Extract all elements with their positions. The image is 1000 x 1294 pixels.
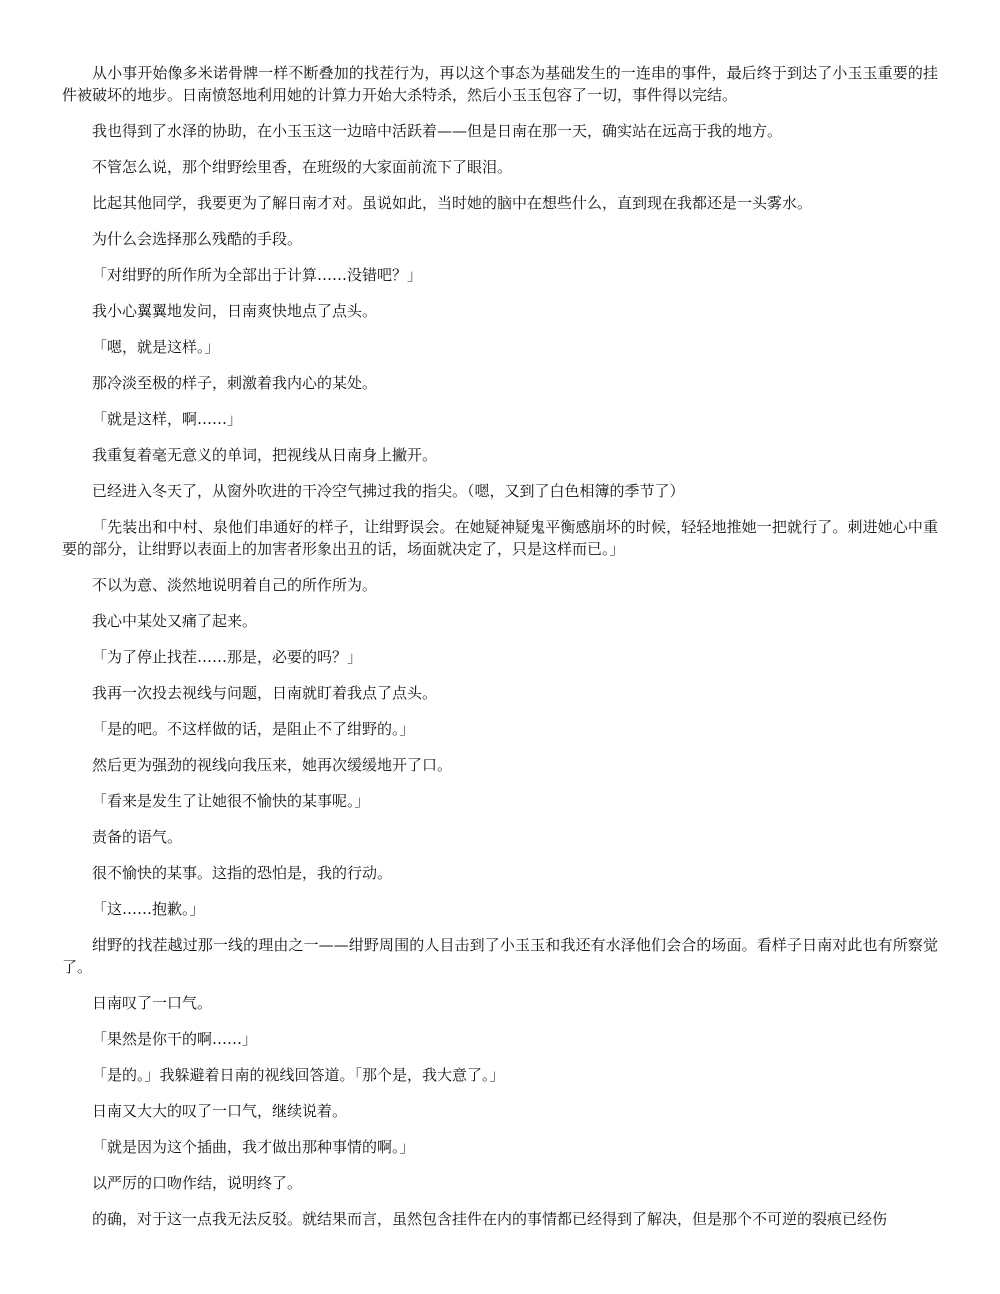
paragraph: 我重复着毫无意义的单词，把视线从日南身上撇开。 bbox=[92, 446, 438, 464]
paragraph: 「果然是你干的啊……」 bbox=[92, 1030, 258, 1048]
paragraph: 很不愉快的某事。这指的恐怕是，我的行动。 bbox=[92, 864, 393, 882]
paragraph: 日南叹了一口气。 bbox=[92, 994, 213, 1012]
paragraph: 我也得到了水泽的协助，在小玉玉这一边暗中活跃着——但是日南在那一天，确实站在远高于我的地方。 bbox=[92, 122, 783, 140]
paragraph: 「是的。」我躲避着日南的视线回答道。「那个是，我大意了。」 bbox=[92, 1066, 505, 1084]
paragraph: 「就是这样，啊……」 bbox=[92, 410, 243, 428]
paragraph: 「看来是发生了让她很不愉快的某事呢。」 bbox=[92, 792, 370, 810]
paragraph: 「这……抱歉。」 bbox=[92, 900, 205, 918]
paragraph: 责备的语气。 bbox=[92, 828, 183, 846]
paragraph: 的确，对于这一点我无法反驳。就结果而言，虽然包含挂件在内的事情都已经得到了解决，但是那个不可逆的裂痕已经伤 bbox=[92, 1210, 888, 1228]
paragraph: 「先装出和中村、泉他们串通好的样子，让绀野误会。在她疑神疑鬼平衡感崩坏的时候，轻轻地推她一把就行了。刺进她心中重要的部分，让绀野以表面上的加害者形象出丑的话，场面就决定了，只是这样而已。」 bbox=[62, 518, 938, 558]
paragraph: 「是的吧。不这样做的话，是阻止不了绀野的。」 bbox=[92, 720, 415, 738]
paragraph: 我心中某处又痛了起来。 bbox=[92, 612, 258, 630]
paragraph: 「嗯，就是这样。」 bbox=[92, 338, 220, 356]
paragraph: 为什么会选择那么残酷的手段。 bbox=[92, 230, 303, 248]
paragraph: 我再一次投去视线与问题，日南就盯着我点了点头。 bbox=[92, 684, 438, 702]
paragraph: 不以为意、淡然地说明着自己的所作所为。 bbox=[92, 576, 378, 594]
paragraph: 从小事开始像多米诺骨牌一样不断叠加的找茬行为，再以这个事态为基础发生的一连串的事件，最后终于到达了小玉玉重要的挂件被破坏的地步。日南愤怒地利用她的计算力开始大杀特杀，然后小玉玉包容了一切，事件得以完结。 bbox=[62, 64, 938, 104]
paragraph: 「为了停止找茬……那是，必要的吗？」 bbox=[92, 648, 363, 666]
paragraph: 绀野的找茬越过那一线的理由之一——绀野周围的人目击到了小玉玉和我还有水泽他们会合的场面。看样子日南对此也有所察觉了。 bbox=[62, 936, 938, 976]
paragraph: 不管怎么说，那个绀野绘里香，在班级的大家面前流下了眼泪。 bbox=[92, 158, 513, 176]
paragraph: 「对绀野的所作所为全部出于计算……没错吧？」 bbox=[92, 266, 423, 284]
paragraph: 「就是因为这个插曲，我才做出那种事情的啊。」 bbox=[92, 1138, 415, 1156]
paragraph: 那冷淡至极的样子，刺激着我内心的某处。 bbox=[92, 374, 378, 392]
paragraph: 已经进入冬天了，从窗外吹进的干冷空气拂过我的指尖。（嗯，又到了白色相簿的季节了） bbox=[92, 482, 685, 500]
paragraph: 我小心翼翼地发问，日南爽快地点了点头。 bbox=[92, 302, 378, 320]
paragraph: 比起其他同学，我要更为了解日南才对。虽说如此，当时她的脑中在想些什么，直到现在我都还是一头雾水。 bbox=[92, 194, 813, 212]
paragraph: 以严厉的口吻作结，说明终了。 bbox=[92, 1174, 303, 1192]
paragraph: 然后更为强劲的视线向我压来，她再次缓缓地开了口。 bbox=[92, 756, 453, 774]
paragraph: 日南又大大的叹了一口气，继续说着。 bbox=[92, 1102, 348, 1120]
